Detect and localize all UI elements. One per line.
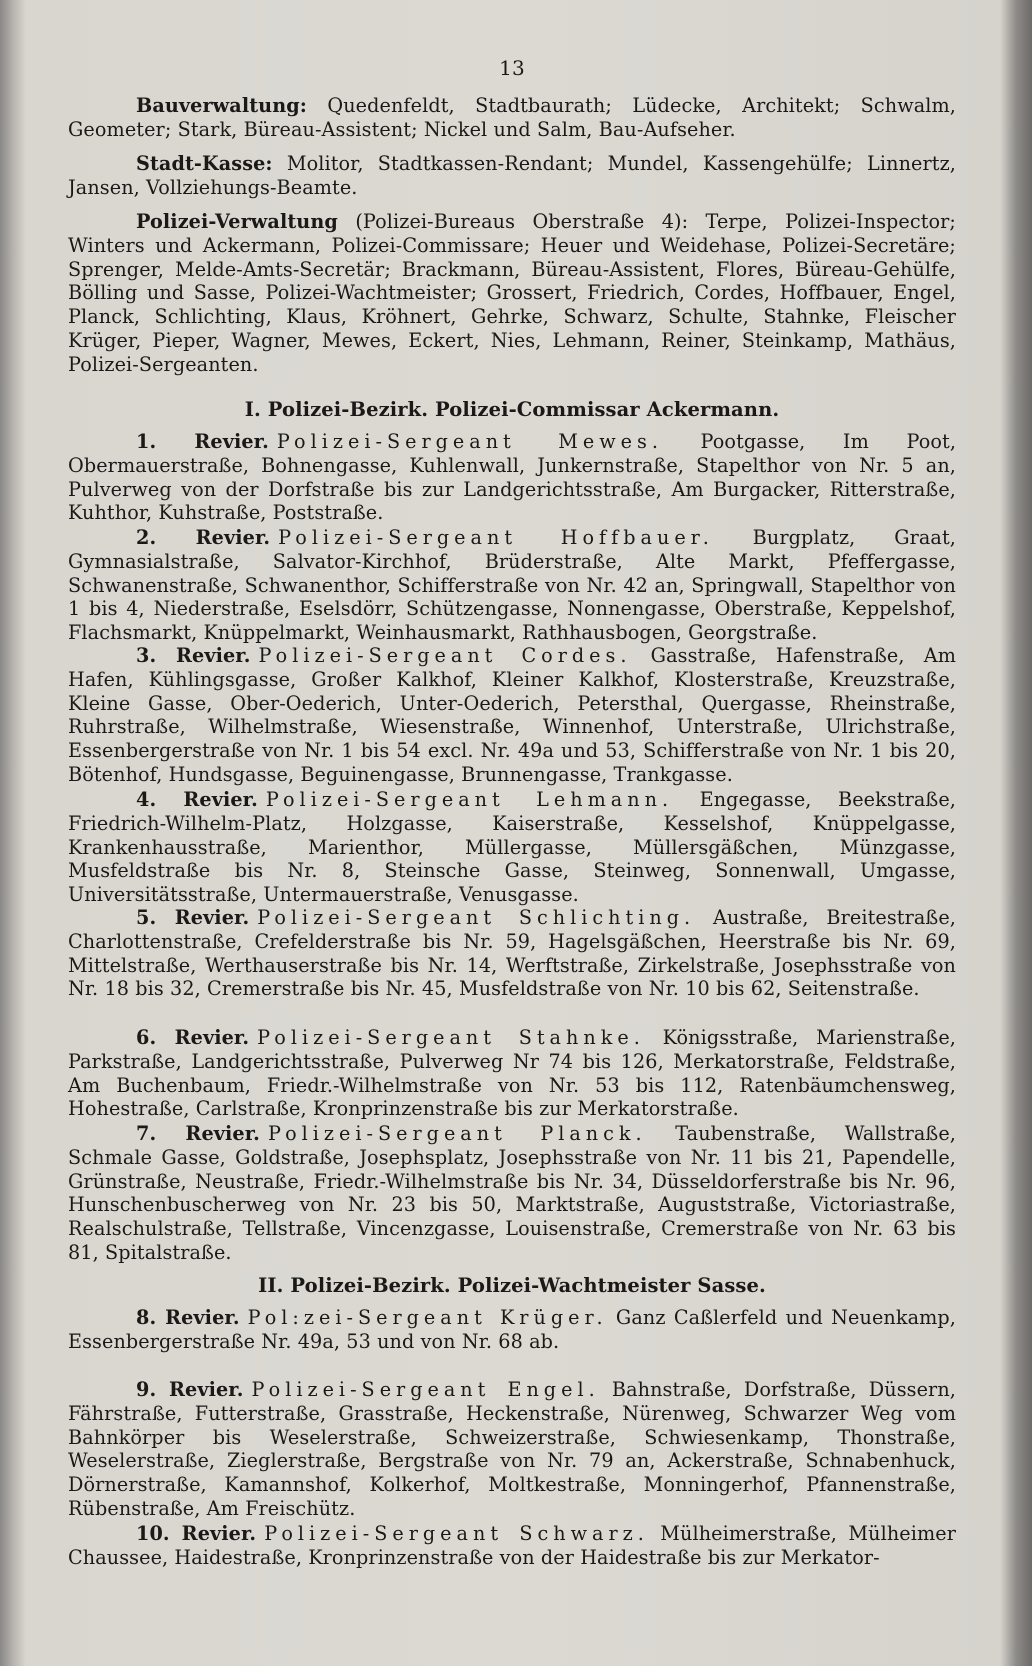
revier-sergeant: Polizei-Sergeant Planck. <box>267 1122 647 1145</box>
bezirk-1-title: Polizei-Commissar Ackermann. <box>435 398 780 421</box>
revier-number: 9. Revier. <box>136 1378 244 1401</box>
bezirk-1-label: I. Polizei-Bezirk. <box>244 398 429 421</box>
revier-number: 5. Revier. <box>136 906 250 929</box>
bezirk-2-heading <box>62 1274 962 1297</box>
bauverwaltung-label: Bauverwaltung: <box>136 94 307 117</box>
stadtkasse-text: Molitor, Stadtkassen-Rendant; Mundel, Kassengehülfe; Linnertz, Jansen, Vollziehungs-Beamte. <box>68 152 956 199</box>
revier-6 <box>68 1026 956 1121</box>
revier-streets: Ganz Caßlerfeld und Neuenkamp, Essenbergerstraße Nr. 49a, 53 und von Nr. 68 ab. <box>68 1306 956 1353</box>
revier-10 <box>68 1522 956 1570</box>
revier-sergeant: Polizei-Sergeant Cordes. <box>258 644 632 667</box>
revier-2 <box>68 526 956 645</box>
stadtkasse-label: Stadt-Kasse: <box>136 152 273 175</box>
polizei-verwaltung-text: (Polizei-Bureaus Oberstraße 4): Terpe, Polizei-Inspector; Winters und Ackermann, Polizei-Commissare; Heuer und Weidehase, Polizei-Secretäre; Sprenger, Melde-Amts-Secretär; Brackmann, Büreau-Assistent, Flores, Büreau-Gehülfe, Bölling und Sasse, Polizei-Wachtmeister; Grossert, Friedrich, Cordes, Hoffbauer, Engel, Planck, Schlichting, Klaus, Kröhnert, Gehrke, Schwarz, Schulte, Stahnke, Fleischer Krüger, Pieper, Wagner, Mewes, Eckert, Nies, Lehmann, Reiner, Steinkamp, Mathäus, Polizei-Sergeanten. <box>68 210 956 376</box>
revier-number: 7. Revier. <box>136 1122 260 1145</box>
revier-sergeant: Polizei-Sergeant Hoffbauer. <box>278 526 714 549</box>
revier-1 <box>68 430 956 525</box>
revier-4 <box>68 788 956 907</box>
revier-number: 4. Revier. <box>136 788 258 811</box>
revier-streets: Mülheimerstraße, Mülheimer Chaussee, Haidestraße, Kronprinzenstraße von der Haidestraße bis zur Merkator- <box>68 1522 957 1569</box>
revier-sergeant: Polizei-Sergeant Mewes. <box>276 430 663 453</box>
bauverwaltung-paragraph <box>68 94 956 142</box>
revier-sergeant: Polizei-Sergeant Engel. <box>251 1378 600 1401</box>
revier-number: 6. Revier. <box>136 1026 250 1049</box>
revier-sergeant: Polizei-Sergeant Stahnke. <box>257 1026 645 1049</box>
bezirk-2-label: II. Polizei-Bezirk. <box>258 1274 451 1297</box>
revier-3 <box>68 644 956 787</box>
document-page <box>62 38 962 1638</box>
revier-8 <box>68 1306 956 1354</box>
revier-streets: Königsstraße, Marienstraße, Parkstraße, Landgerichtsstraße, Pulverweg Nr 74 bis 126, Merkatorstraße, Feldstraße, Am Buchenbaum, Friedr.-Wilhelmstraße von Nr. 53 bis 112, Ratenbäumchensweg, Hohestraße, Carlstraße, Kronprinzenstraße bis zur Merkatorstraße. <box>68 1026 956 1121</box>
revier-number: 8. Revier. <box>136 1306 240 1329</box>
revier-7 <box>68 1122 956 1265</box>
stadtkasse-paragraph <box>68 152 956 200</box>
revier-sergeant: Polizei-Sergeant Lehmann. <box>265 788 674 811</box>
revier-sergeant: Polizei-Sergeant Schwarz. <box>264 1522 649 1545</box>
revier-number: 10. Revier. <box>136 1522 257 1545</box>
revier-streets: Pootgasse, Im Poot, Obermauerstraße, Bohnengasse, Kuhlenwall, Junkernstraße, Stapelthor von Nr. 5 an, Pulverweg von der Dorfstraße bis zur Landgerichtsstraße, Am Burgacker, Ritterstraße, Kuhthor, Kuhstraße, Poststraße. <box>68 430 957 525</box>
revier-number: 2. Revier. <box>136 526 271 549</box>
polizei-verwaltung-paragraph <box>68 210 956 377</box>
bauverwaltung-text: Quedenfeldt, Stadtbaurath; Lüdecke, Architekt; Schwalm, Geometer; Stark, Büreau-Assistent; Nickel und Salm, Bau-Aufseher. <box>68 94 957 141</box>
revier-streets: Austraße, Breitestraße, Charlottenstraße, Crefelderstraße bis Nr. 59, Hagelsgäßchen, Heerstraße bis Nr. 69, Mittelstraße, Werthauserstraße bis Nr. 14, Werftstraße, Zirkelstraße, Josephsstraße von Nr. 18 bis 32, Cremerstraße bis Nr. 45, Musfeldstraße von Nr. 10 bis 62, Seitenstraße. <box>68 906 956 1001</box>
revier-sergeant: Polizei-Sergeant Schlichting. <box>257 906 696 929</box>
bezirk-2-title: Polizei-Wachtmeister Sasse. <box>457 1274 766 1297</box>
revier-streets: Gasstraße, Hafenstraße, Am Hafen, Kühlingsgasse, Großer Kalkhof, Kleiner Kalkhof, Klosterstraße, Kreuzstraße, Kleine Gasse, Ober-Oederich, Unter-Oederich, Petersthal, Quergasse, Rheinstraße, Ruhrstraße, Wilhelmstraße, Wiesenstraße, Winnenhof, Unterstraße, Ulrichstraße, Essenbergerstraße von Nr. 1 bis 54 excl. Nr. 49a und 53, Schifferstraße von Nr. 1 bis 20, Bötenhof, Hundsgasse, Beguinengasse, Brunnengasse, Trankgasse. <box>68 644 956 786</box>
revier-streets: Engegasse, Beekstraße, Friedrich-Wilhelm-Platz, Holzgasse, Kaiserstraße, Kesselshof, Knüppelgasse, Krankenhausstraße, Marienthor, Müllergasse, Müllersgäßchen, Münzgasse, Musfeldstraße bis Nr. 8, Steinsche Gasse, Steinweg, Sonnenwall, Umgasse, Universitätsstraße, Untermauerstraße, Venusgasse. <box>68 788 956 907</box>
bezirk-1-heading <box>62 398 962 421</box>
revier-streets: Burgplatz, Graat, Gymnasialstraße, Salvator-Kirchhof, Brüderstraße, Alte Markt, Pfeffergasse, Schwanenstraße, Schwanenthor, Schifferstraße von Nr. 42 an, Springwall, Stapelthor von 1 bis 4, Niederstraße, Eselsdörr, Schützengasse, Nonnengasse, Oberstraße, Keppelshof, Flachsmarkt, Knüppelmarkt, Weinhausmarkt, Rathhausbogen, Georgstraße. <box>68 526 956 645</box>
revier-number: 3. Revier. <box>136 644 251 667</box>
revier-9 <box>68 1378 956 1521</box>
revier-streets: Bahnstraße, Dorfstraße, Düssern, Fährstraße, Futterstraße, Grasstraße, Heckenstraße, Nürenweg, Schwarzer Weg vom Bahnkörper bis Weselerstraße, Schweizerstraße, Schwiesenkamp, Thonstraße, Weselerstraße, Zieglerstraße, Bergstraße von Nr. 79 an, Ackerstraße, Schnabenhuck, Dörnerstraße, Kamannshof, Kolkerhof, Moltkestraße, Monningerhof, Pfannenstraße, Rübenstraße, Am Freischütz. <box>68 1378 956 1520</box>
revier-sergeant: Pol:zei-Sergeant Krüger. <box>247 1306 608 1329</box>
polizei-verwaltung-label: Polizei-Verwaltung <box>136 210 338 233</box>
revier-5 <box>68 906 956 1001</box>
page-number: 13 <box>499 56 525 80</box>
revier-streets: Taubenstraße, Wallstraße, Schmale Gasse, Goldstraße, Josephsplatz, Josephsstraße von Nr. 11 bis 21, Papendelle, Grünstraße, Neustraße, Friedr.-Wilhelmstraße bis Nr. 34, Düsseldorferstraße bis Nr. 96, Hunschenbuscherweg von Nr. 23 bis 50, Marktstraße, Auguststraße, Victoriastraße, Realschulstraße, Tellstraße, Vincenzgasse, Louisenstraße, Cremerstraße von Nr. 63 bis 81, Spitalstraße. <box>68 1122 956 1264</box>
revier-number: 1. Revier. <box>136 430 269 453</box>
